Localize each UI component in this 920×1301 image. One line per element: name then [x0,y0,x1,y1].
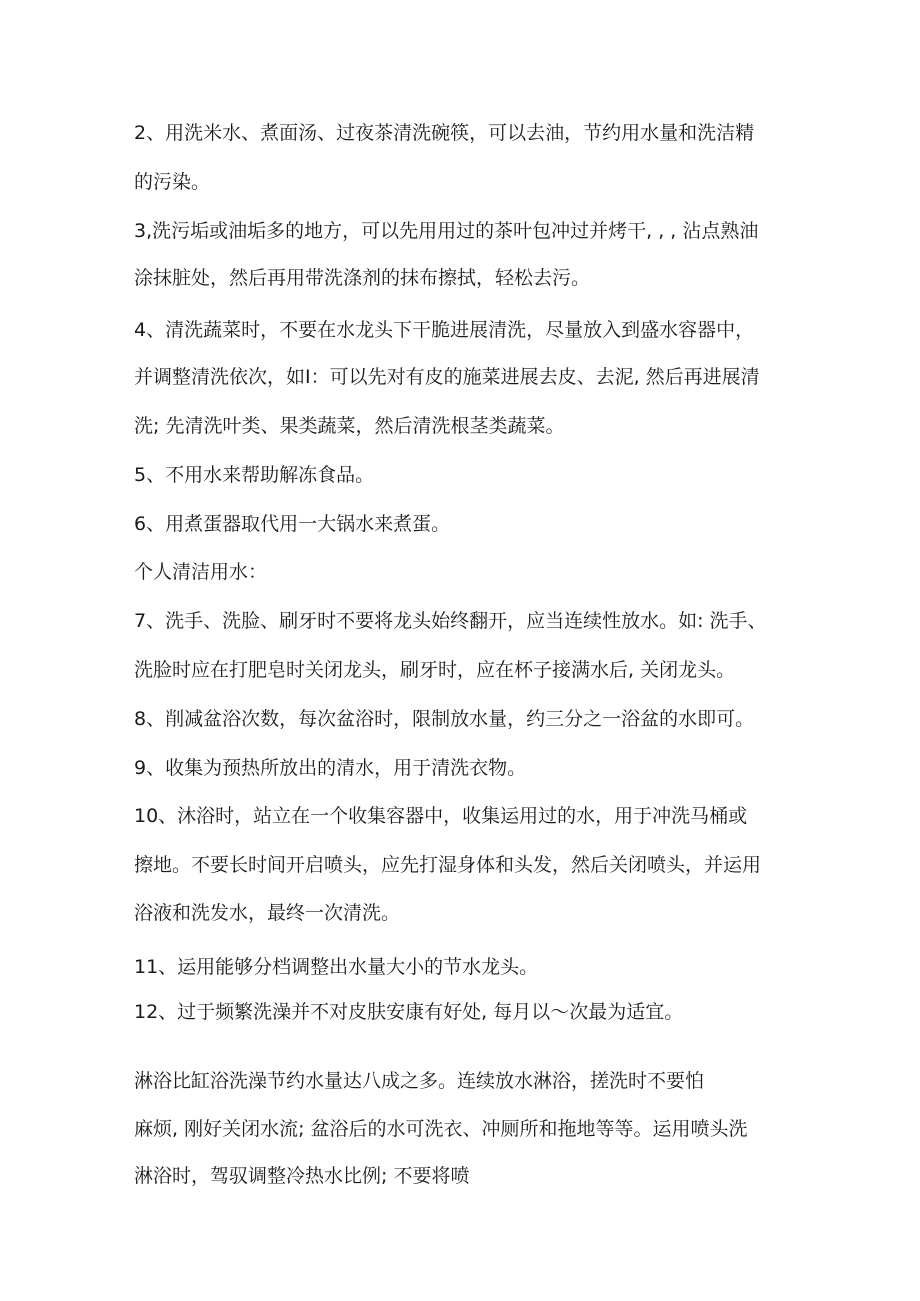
text-line: 10、沐浴时，站立在一个收集容器中，收集运用过的水，用于冲洗马桶或 [134,805,748,827]
text-line: 涂抹脏处，然后再用带洗涤剂的抹布擦拭，轻松去污。 [134,267,591,289]
section-heading: 个人清洁用水： [134,561,268,583]
text-line: 12、过于频繁洗澡并不对皮肤安康有好处, 每月以～次最为适宜。 [134,1001,684,1023]
text-line: 洗脸时应在打肥皂时关闭龙头，刷牙时，应在杯子接满水后, 关闭龙头。 [134,659,736,681]
text-line: 5、不用水来帮助解冻食品。 [134,464,375,486]
text-line: 擦地。不要长时间开启喷头，应先打湿身体和头发，然后关闭喷头，并运用 [134,854,762,876]
text-line: 11、运用能够分档调整出水量大小的节水龙头。 [134,956,539,978]
text-line: 淋浴比缸浴洗澡节约水量达八成之多。连续放水淋浴，搓洗时不要怕 [134,1070,705,1092]
text-line: 8、削减盆浴次数，每次盆浴时，限制放水量，约三分之一浴盆的水即可。 [134,708,755,730]
text-line: 2、用洗米水、煮面汤、过夜茶清洗碗筷，可以去油，节约用水量和洗洁精 [134,122,755,144]
text-line: 麻烦, 刚好关闭水流; 盆浴后的水可洗衣、冲厕所和拖地等等。运用喷头洗 [134,1118,748,1140]
text-line: 的污染。 [134,171,211,193]
text-line: 并调整清洗依次，如I：可以先对有皮的施菜进展去皮、去泥, 然后再进展清 [134,366,760,388]
text-line: 6、用煮蛋器取代用一大锅水来煮蛋。 [134,513,451,535]
text-line: 4、清洗蔬菜时，不要在水龙头下干脆进展清洗，尽量放入到盛水容器中， [134,319,755,341]
text-line: 洗; 先清洗叶类、果类蔬菜，然后清洗根茎类蔬菜。 [134,415,565,437]
text-line: 淋浴时，驾驭调整冷热水比例; 不要将喷 [134,1165,470,1187]
text-line: 9、收集为预热所放出的清水，用于清洗衣物。 [134,757,527,779]
text-line: 浴液和洗发水，最终一次清洗。 [134,902,401,924]
text-line: 3,洗污垢或油垢多的地方，可以先用用过的茶叶包冲过并烤干, , , 沾点熟油 [134,220,759,242]
text-line: 7、洗手、洗脸、刷牙时不要将龙头始终翻开，应当连续性放水。如: 洗手、 [134,610,767,632]
